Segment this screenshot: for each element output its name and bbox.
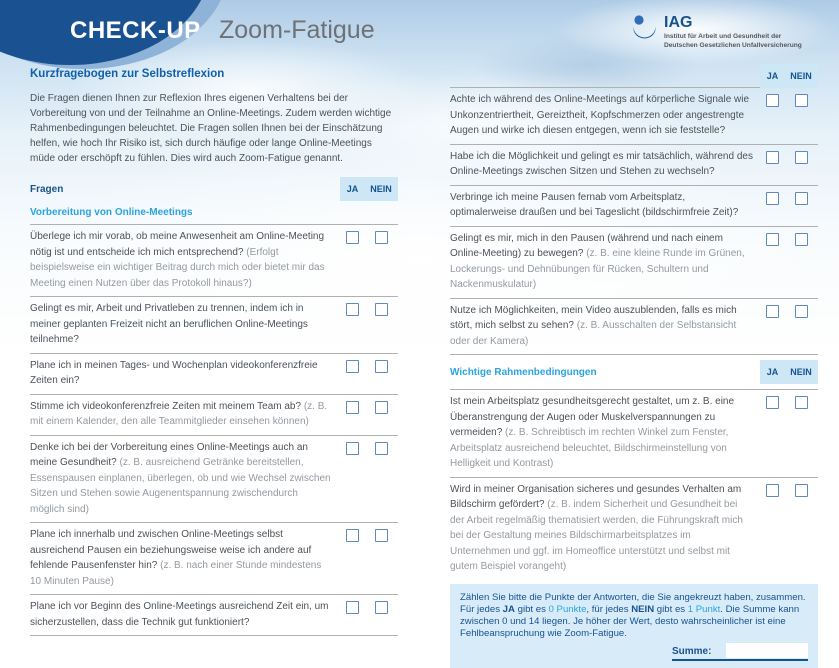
question-hint: (z. B. eine kleine Runde im Grünen, Lockerungs- und Dehnübungen für Rücken, Schultern und Nackenmuskulatur) bbox=[450, 248, 745, 290]
question-row bbox=[450, 227, 818, 299]
question-hint: (z. B. indem Sicherheit und Gesundheit bei der Arbeit regelmäßig thematisiert werden, die Führungskraft mich bei der Gestaltung meines Bildschirmarbeitsplatzes im Unternehmen und ggf. im Homeoffice unterstützt und selbst mit gutem Beispiel vorangeht) bbox=[450, 499, 743, 572]
nein-label: NEIN bbox=[370, 184, 392, 194]
question-row bbox=[30, 436, 398, 524]
question-hint: (z. B. nach einer Stunde mindestens 10 Minuten Pause) bbox=[30, 560, 322, 587]
checkbox-ja[interactable] bbox=[346, 401, 359, 414]
page-title: Zoom-Fatigue bbox=[219, 16, 375, 44]
question-text: Achte ich während des Online-Meetings auf körperliche Signale wie Unkonzentriertheit, Gereiztheit, Kopfschmerzen oder angestrengte Augen und wirke ich diesen entgegen, wenn ich sie feststelle? bbox=[450, 94, 750, 136]
question-text: Wird in meiner Organisation sicheres und gesundes Verhalten am Bildschirm gefördert? bbox=[450, 483, 742, 510]
scoring-instructions: Zählen Sie bitte die Punkte der Antworten, die Sie angekreuzt haben, zusammen. Für jedes JA gibt es 0 Punkte, für jedes NEIN gibt es 1 Punkt. Die Summe kann zwischen 0 und 14 liegen. Je höher der Wert, desto wahrscheinlicher ist eine Fehlbeanspruchung wie Zoom-Fatigue. bbox=[460, 591, 806, 639]
checkup-badge: CHECK-UP bbox=[70, 17, 201, 44]
checkbox-nein[interactable] bbox=[375, 231, 388, 244]
iag-logo bbox=[630, 14, 802, 50]
checkbox-ja[interactable] bbox=[766, 396, 779, 409]
question-text: Ist mein Arbeitsplatz gesundheitsgerecht gestaltet, um z. B. eine Überanstrengung der Augen oder Muskelverspannungen zu vermeiden? bbox=[450, 396, 735, 438]
question-hint: (z. B. Ausschalten der Selbstansicht oder der Kamera) bbox=[450, 320, 737, 347]
logo-subtitle-line2: Deutschen Gesetzlichen Unfallversicherung bbox=[664, 41, 802, 49]
checkbox-ja[interactable] bbox=[766, 305, 779, 318]
question-text: Plane ich in meinen Tages- und Wochenplan videokonferenzfreie Zeiten ein? bbox=[30, 359, 318, 386]
question-row bbox=[450, 145, 818, 186]
question-hint: (z. B. mit einem Kalender, den alle Teammitglieder einsehen können) bbox=[30, 400, 328, 427]
question-text: Habe ich die Möglichkeit und gelingt es mir tatsächlich, während des Online-Meetings zwischen Sitzen und Stehen zu wechseln? bbox=[450, 150, 753, 177]
checkbox-ja[interactable] bbox=[346, 601, 359, 614]
fragen-label: Fragen bbox=[30, 183, 64, 195]
ja-nein-header bbox=[340, 177, 398, 201]
question-row bbox=[450, 299, 818, 356]
question-text: Verbringe ich meine Pausen fernab vom Arbeitsplatz, optimalerweise draußen und bei Tageslicht (bildschirmfreie Zeit)? bbox=[450, 191, 739, 218]
ja-nein-header-row bbox=[450, 64, 818, 88]
checkbox-nein[interactable] bbox=[795, 305, 808, 318]
ja-nein-header bbox=[760, 360, 818, 384]
logo-name: IAG bbox=[664, 14, 693, 31]
checkbox-nein[interactable] bbox=[795, 233, 808, 246]
intro-text: Die Fragen dienen Ihnen zur Reflexion Ihres eigenen Verhaltens bei der Vorbereitung von und der Teilnahme an Online-Meetings. Zudem werden wichtige Rahmenbedingungen beleuchtet. Die Fragen sollen Ihnen bei der Einschätzung helfen, wie hoch Ihr Risiko ist, sich durch häufige oder lange Online-Meetings müde oder erschöpft zu fühlen. Dies wird auch Zoom-Fatigue genannt. bbox=[30, 93, 392, 164]
checkbox-nein[interactable] bbox=[795, 94, 808, 107]
checkbox-ja[interactable] bbox=[346, 360, 359, 373]
checkbox-ja[interactable] bbox=[766, 484, 779, 497]
checkbox-nein[interactable] bbox=[795, 484, 808, 497]
ja-nein-header bbox=[760, 64, 818, 88]
left-column bbox=[30, 68, 398, 636]
section-label: Vorbereitung von Online-Meetings bbox=[30, 207, 193, 218]
question-hint: (Erfolgt beispielsweise ein wichtiger Beitrag durch mich oder bietet mir das Meeting einen Nutzen über das Protokoll hinaus?) bbox=[30, 246, 325, 289]
checkbox-ja[interactable] bbox=[346, 303, 359, 316]
checkbox-nein[interactable] bbox=[375, 601, 388, 614]
question-text: Gelingt es mir, Arbeit und Privatleben zu trennen, indem ich in meiner geplanten Freizeit nicht an beruflichen Online-Meetings teilnehme? bbox=[30, 303, 308, 345]
question-row bbox=[30, 395, 398, 436]
checkbox-nein[interactable] bbox=[375, 442, 388, 455]
scoring-summary-box bbox=[450, 584, 818, 668]
question-row bbox=[30, 595, 398, 636]
fragen-header-row bbox=[30, 177, 398, 201]
nein-label: NEIN bbox=[790, 367, 812, 377]
section-rahmenbedingungen bbox=[450, 355, 818, 390]
checkbox-ja[interactable] bbox=[766, 233, 779, 246]
checkbox-nein[interactable] bbox=[375, 529, 388, 542]
checkbox-nein[interactable] bbox=[795, 396, 808, 409]
summe-label: Summe: bbox=[672, 645, 712, 657]
ja-label: JA bbox=[766, 70, 779, 81]
checkbox-ja[interactable] bbox=[766, 192, 779, 205]
right-column bbox=[450, 64, 818, 668]
checkbox-ja[interactable] bbox=[766, 151, 779, 164]
question-text: Nutze ich Möglichkeiten, mein Video auszublenden, falls es mich stört, mich selbst zu sehen? bbox=[450, 304, 737, 331]
ja-label: JA bbox=[346, 184, 359, 194]
nein-label: NEIN bbox=[790, 70, 812, 81]
checkbox-nein[interactable] bbox=[795, 192, 808, 205]
question-row bbox=[30, 297, 398, 354]
question-row bbox=[450, 478, 818, 580]
summe-row bbox=[672, 643, 808, 661]
question-text: Plane ich vor Beginn des Online-Meetings ausreichend Zeit ein, um sicherzustellen, dass die Technik gut funktioniert? bbox=[30, 601, 329, 628]
question-text: Gelingt es mir, mich in den Pausen (während und nach einem Online-Meeting) zu bewegen? bbox=[450, 232, 723, 259]
question-text: Überlege ich mir vorab, ob meine Anwesenheit am Online-Meeting nötig ist und entscheide ich mich entsprechend? bbox=[30, 231, 325, 258]
section-vorbereitung bbox=[30, 201, 398, 225]
question-row bbox=[450, 390, 818, 478]
checkbox-nein[interactable] bbox=[375, 401, 388, 414]
question-row bbox=[30, 523, 398, 595]
summe-input[interactable] bbox=[726, 643, 808, 658]
checkbox-nein[interactable] bbox=[375, 303, 388, 316]
checkbox-nein[interactable] bbox=[795, 151, 808, 164]
question-text: Stimme ich videokonferenzfreie Zeiten mit meinem Team ab? bbox=[30, 400, 302, 412]
question-row bbox=[450, 88, 818, 145]
question-text: Plane ich innerhalb und zwischen Online-Meetings selbst ausreichend Pausen ein beziehungsweise weise ich andere auf fehlende Pausenfenster hin? bbox=[30, 529, 312, 571]
checkbox-ja[interactable] bbox=[766, 94, 779, 107]
question-text: Denke ich bei der Vorbereitung eines Online-Meetings auch an meine Gesundheit? bbox=[30, 441, 308, 468]
question-hint: (z. B. Schreibtisch im rechten Winkel zum Fenster, Arbeitsplatz ausreichend beleuchtet, Bildschirmeinstellung von Helligkeit und Kontrast) bbox=[450, 427, 729, 469]
question-row bbox=[450, 186, 818, 227]
logo-subtitle-line1: Institut für Arbeit und Gesundheit der bbox=[664, 33, 782, 40]
section-label: Wichtige Rahmenbedingungen bbox=[450, 366, 597, 378]
checkbox-ja[interactable] bbox=[346, 529, 359, 542]
question-row bbox=[30, 354, 398, 395]
checkbox-nein[interactable] bbox=[375, 360, 388, 373]
checkbox-ja[interactable] bbox=[346, 442, 359, 455]
question-hint: (z. B. ausreichend Getränke bereitstellen, Essenspausen einplanen, überlegen, ob und wie Wechsel zwischen Sitzen und Stehen sowie Augenentspannung zwischendurch möglich sind) bbox=[30, 457, 331, 515]
ja-label: JA bbox=[766, 367, 779, 377]
dguv-person-icon bbox=[630, 14, 660, 47]
intro-heading: Kurzfragebogen zur Selbstreflexion bbox=[30, 68, 225, 80]
question-row bbox=[30, 225, 398, 297]
checkbox-ja[interactable] bbox=[346, 231, 359, 244]
